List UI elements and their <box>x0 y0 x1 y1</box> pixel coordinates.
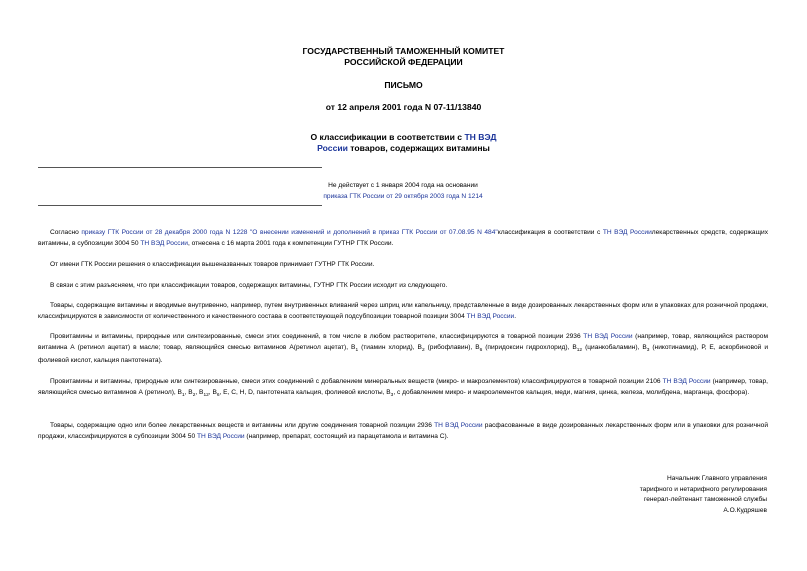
p5-text: Провитамины и витамины, природные или синтезированные, смеси этих соединений, в том числе в любом растворителе, классифицируются в товарной позиции 2936 <box>50 333 584 340</box>
p6-text: , В <box>195 388 204 396</box>
signature-name: А.О.Кудряшев <box>723 506 767 514</box>
subscript: 12 <box>576 347 583 353</box>
p1-tnved-link-2[interactable]: ТН ВЭД России <box>140 239 188 247</box>
paragraph-4 <box>38 301 768 322</box>
agency-line-2: РОССИЙСКОЙ ФЕДЕРАЦИИ <box>344 57 463 67</box>
doc-type: ПИСЬМО <box>384 80 423 90</box>
paragraph-2: От имени ГТК России решения о классификации вышеназванных товаров принимает ГУТНР ГТК России. <box>50 261 375 268</box>
status-note <box>300 180 506 202</box>
paragraph-3: В связи с этим разъясняем, что при классификации товаров, содержащих витамины, ГУТНР ГТК России исходит из следующего. <box>50 282 448 289</box>
p7-text: Товары, содержащие одно или более лекарственных веществ и витамины или другие соединения товарной позиции 2936 <box>50 422 435 429</box>
paragraph-7 <box>38 421 768 442</box>
title-link-russia[interactable]: России <box>317 143 348 153</box>
p1-tnved-link[interactable]: ТН ВЭД России <box>602 229 652 236</box>
paragraph-1 <box>38 228 768 249</box>
p4-text: . <box>514 312 517 320</box>
p5-text: (никотинамид), Р, Е, аскорбиновой и фолиевой кислот, кальция пантотената). <box>38 343 769 364</box>
agency-name <box>0 46 807 68</box>
p1-text: Согласно <box>50 229 82 236</box>
subscript: 2 <box>192 392 196 398</box>
p6-text: (например, товар, являющийся смесью витаминов А (ретинол), В <box>38 378 768 396</box>
signature-line-1: Начальник Главного управления <box>667 475 767 482</box>
agency-line-1: ГОСУДАРСТВЕННЫЙ ТАМОЖЕННЫЙ КОМИТЕТ <box>302 46 505 56</box>
paragraph-5 <box>38 332 768 367</box>
subscript: 1 <box>355 347 359 353</box>
p5-text: (рибофлавин), В <box>424 343 480 351</box>
p5-text: (цианкобаламин), В <box>582 343 647 351</box>
p7-text: (например, препарат, состоящий из парацетамола и витамина С). <box>244 432 449 440</box>
subscript: 3 <box>646 347 650 353</box>
p4-tnved-link[interactable]: ТН ВЭД России <box>466 312 515 320</box>
doc-date-number: от 12 апреля 2001 года N 07-11/13840 <box>325 102 482 112</box>
p7-tnved-link-2[interactable]: ТН ВЭД России <box>196 432 245 440</box>
divider-top <box>38 167 322 168</box>
p1-text: классификация в соответствии с <box>497 229 603 236</box>
signature-block <box>567 474 767 516</box>
p7-tnved-link[interactable]: ТН ВЭД России <box>434 422 483 429</box>
p5-text: (пиридоксин гидрохлорид), В <box>482 343 577 351</box>
p6-tnved-link[interactable]: ТН ВЭД России <box>662 378 711 385</box>
title-link-tnved[interactable]: ТН ВЭД <box>464 132 497 142</box>
p4-text: Товары, содержащие витамины и вводимые внутривенно, например, путем внутривенных вливаний через шприц или капельницу, представленные в виде дозированных лекарственных форм или в упаковках для розничной продажи, классифицируются в зависимости от количественного и качественного состава в соответствующей подсубпозиции товарной позиции 3004 <box>38 302 768 320</box>
doc-title <box>0 132 807 154</box>
p5-text: (тиамин хлорид), В <box>358 343 422 351</box>
p6-text: , В <box>208 388 217 396</box>
subscript: 2 <box>421 347 425 353</box>
status-note-text: Не действует с 1 января 2004 года на основании <box>328 182 478 189</box>
paragraph-6 <box>38 377 768 401</box>
p6-text: , В <box>184 388 193 396</box>
subscript: 1 <box>181 392 185 398</box>
signature-line-2: тарифного и нетарифного регулирования <box>639 485 767 493</box>
p6-text: , Е, С, Н, D, пантотената кальция, фолиевой кислоты, В <box>219 388 391 396</box>
subscript: 3 <box>390 392 394 398</box>
subscript: 6 <box>216 392 220 398</box>
p6-text: Провитамины и витамины, природные или синтезированные, смеси этих соединений с добавлением минеральных веществ (микро- и макроэлементов) классифицируются в товарной позиции 2106 <box>50 378 663 385</box>
signature-line-3: генерал-лейтенант таможенной службы <box>643 496 767 503</box>
title-text-post: товаров, содержащих витамины <box>347 143 490 153</box>
p1-order-link[interactable]: приказу ГТК России от 28 декабря 2000 года N 1228 "О внесении изменений и дополнений в приказ ГТК России от 07.08.95 N 484" <box>81 229 498 236</box>
subscript: 6 <box>479 347 483 353</box>
divider-bottom <box>38 205 322 206</box>
p5-text: (например, товар, являющийся раствором витамина А (ретинол ацетат) в масле; товар, являющийся смесью витаминов А(ретинол ацетат), В <box>38 333 768 351</box>
p6-text: , с добавлением микро- и макроэлементов кальция, меди, магния, цинка, железа, молибдена, марганца, фосфора). <box>393 388 750 396</box>
p1-text: , отнесена с 16 марта 2001 года к компетенции ГУТНР ГТК России. <box>187 239 394 247</box>
status-note-link[interactable]: приказа ГТК России от 29 октября 2003 года N 1214 <box>323 193 483 200</box>
p5-tnved-link[interactable]: ТН ВЭД России <box>583 333 633 340</box>
p1-text: лекарственных средств, содержащих витамины, в субпозиции 3004 50 <box>38 229 768 247</box>
p7-text: расфасованные в виде дозированных лекарственных форм или в упаковки для розничной продажи, классифицируются в субпозиции 3004 50 <box>38 422 769 440</box>
title-text-pre: О классификации в соответствии с <box>310 132 465 142</box>
subscript: 12 <box>203 392 209 398</box>
